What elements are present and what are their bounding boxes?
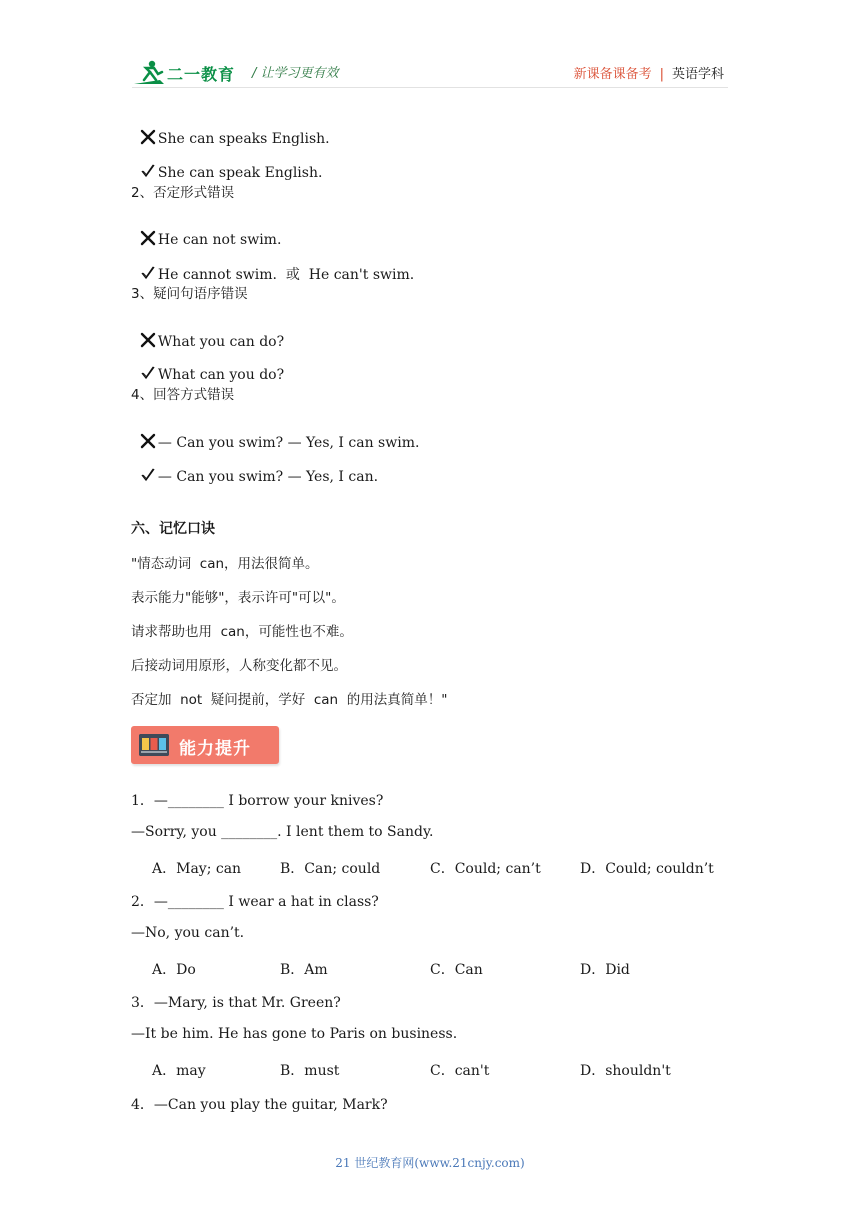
footer-link[interactable]: 21 世纪教育网(www.21cnjy.com): [335, 1156, 525, 1170]
mnemonic-line: "情态动词 can，用法很简单。: [131, 556, 319, 572]
wrong-example-1: [131, 113, 330, 147]
option-b[interactable]: B．must: [280, 1063, 340, 1079]
correct-example-2: [131, 248, 414, 284]
wrong-example-3: [131, 316, 284, 350]
option-c[interactable]: C．can't: [430, 1063, 490, 1079]
question-stem: 3．—Mary, is that Mr. Green?: [131, 995, 341, 1011]
example-text: What can you do?: [157, 367, 285, 383]
option-b[interactable]: B．Can; could: [280, 861, 381, 877]
question-stem: 4．—Can you play the guitar, Mark?: [131, 1097, 388, 1113]
wrong-example-2: [131, 214, 281, 248]
example-text: She can speak English.: [157, 165, 323, 181]
cross-icon: [140, 332, 156, 348]
cross-icon: [140, 129, 156, 145]
mnemonic-line: 请求帮助也用 can，可能性也不难。: [131, 624, 353, 640]
option-b[interactable]: B．Am: [280, 962, 328, 978]
example-text: What you can do?: [157, 334, 285, 350]
check-icon: [140, 365, 156, 381]
example-text: She can speaks English.: [157, 131, 330, 147]
question-reply: —Sorry, you ________. I lent them to Sandy.: [131, 824, 434, 840]
example-text: — Can you swim? — Yes, I can swim.: [157, 435, 420, 451]
header-subject: 英语学科: [671, 67, 724, 82]
section-heading-3: 3、疑问句语序错误: [131, 286, 248, 302]
option-a[interactable]: A．Do: [152, 962, 196, 978]
option-a[interactable]: A．may: [152, 1063, 206, 1079]
header-right: [574, 63, 724, 82]
header-slogan: / 让学习更有效: [252, 66, 339, 81]
option-c[interactable]: C．Can: [430, 962, 483, 978]
mnemonic-title: 六、记忆口诀: [131, 521, 215, 537]
question-reply: —No, you can’t.: [131, 925, 245, 941]
cross-icon: [140, 230, 156, 246]
mnemonic-line: 后接动词用原形，人称变化都不见。: [131, 658, 347, 674]
section-heading-2: 2、否定形式错误: [131, 185, 235, 201]
header-right-label: 新课备课备考: [573, 67, 652, 82]
option-d[interactable]: D．Did: [580, 962, 630, 978]
mnemonic-line: 表示能力"能够"，表示许可"可以"。: [131, 590, 345, 606]
page-header: [0, 0, 860, 100]
header-separator: |: [659, 67, 664, 82]
cross-icon: [140, 433, 156, 449]
example-text: He can not swim.: [157, 232, 282, 248]
option-d[interactable]: D．shouldn't: [580, 1063, 671, 1079]
option-a[interactable]: A．May; can: [152, 861, 242, 877]
option-c[interactable]: C．Could; can’t: [430, 861, 541, 877]
question-reply: —It be him. He has gone to Paris on business.: [131, 1026, 458, 1042]
badge-label: 能力提升: [179, 739, 251, 759]
check-icon: [140, 163, 156, 179]
option-d[interactable]: D．Could; couldn’t: [580, 861, 714, 877]
example-text: — Can you swim? — Yes, I can.: [157, 469, 379, 485]
correct-example-1: [131, 147, 322, 181]
wrong-example-4: [131, 417, 419, 451]
section-heading-4: 4、回答方式错误: [131, 387, 235, 403]
correct-example-4: [131, 451, 378, 485]
logo-text: 二一教育: [167, 65, 236, 84]
example-text: He cannot swim. 或 He can't swim.: [157, 267, 415, 283]
mnemonic-line: 否定加 not 疑问提前，学好 can 的用法真简单！": [131, 692, 448, 708]
question-stem: 1．—________ I borrow your knives?: [131, 793, 384, 809]
correct-example-3: [131, 349, 284, 383]
header-divider: [132, 87, 728, 88]
check-icon: [140, 265, 156, 281]
check-icon: [140, 467, 156, 483]
ability-badge: [131, 726, 279, 764]
people-icon: [139, 734, 169, 756]
question-stem: 2．—________ I wear a hat in class?: [131, 894, 379, 910]
